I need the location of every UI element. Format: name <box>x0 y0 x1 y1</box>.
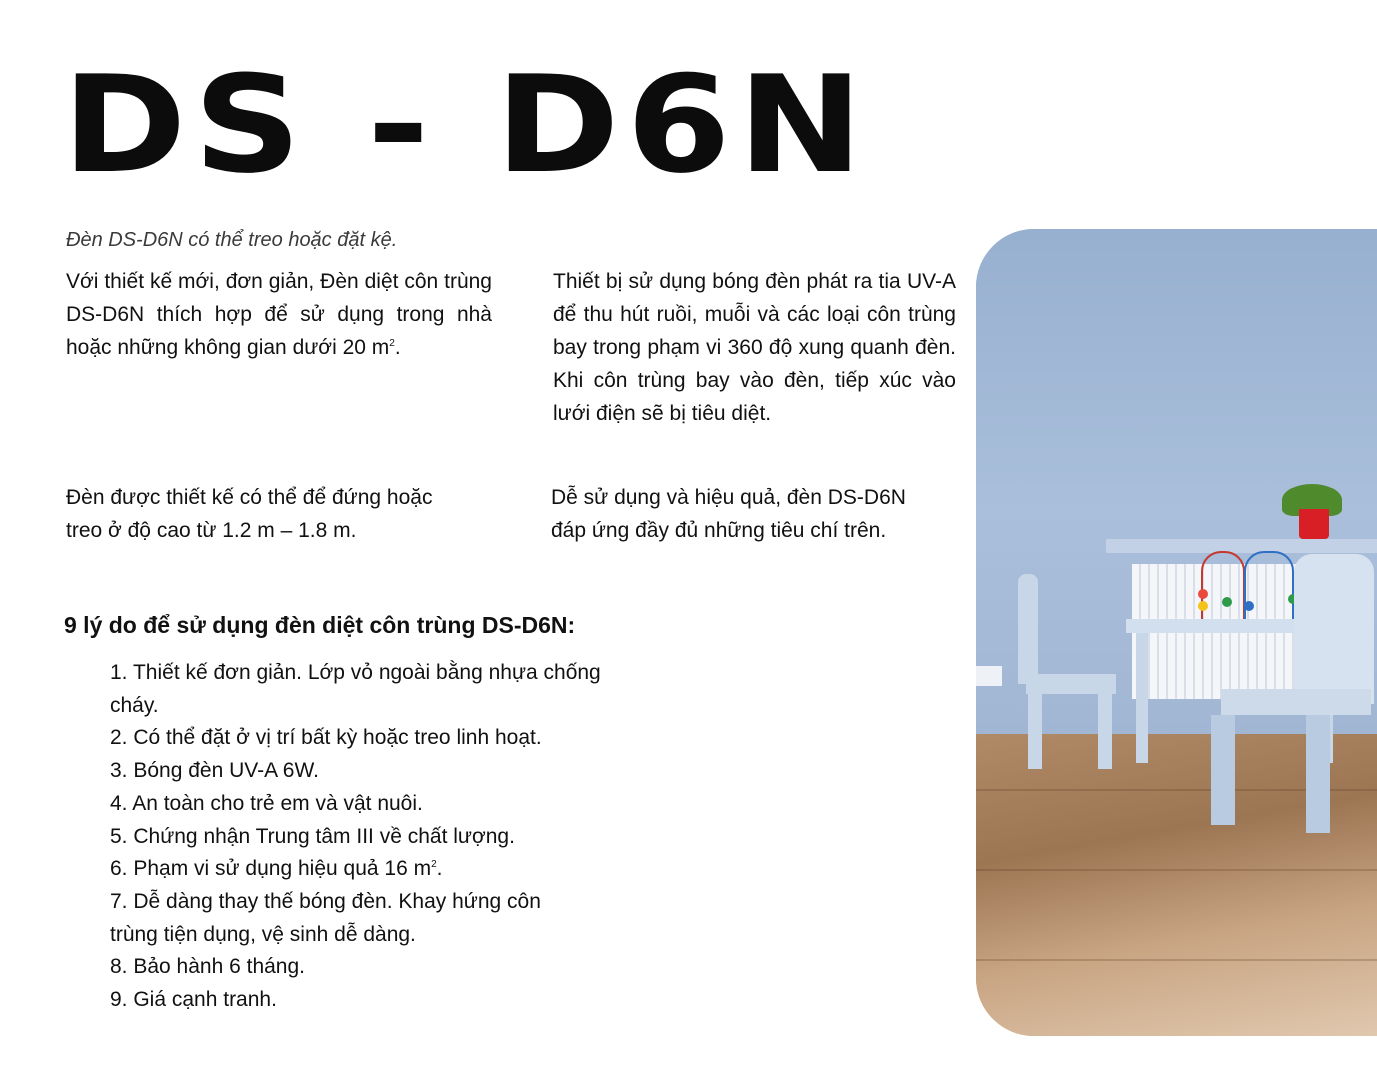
paragraph-uva: Thiết bị sử dụng bóng đèn phát ra tia UV-A để thu hút ruồi, muỗi và các loại côn trùng bay trong phạm vi 360 độ xung quanh đèn. Khi côn trùng bay vào đèn, tiếp xúc vào lưới điện sẽ bị tiêu diệt. <box>553 270 956 425</box>
list-item: 3. Bóng đèn UV-A 6W. <box>110 759 319 783</box>
paragraph-placement-line1: Đèn được thiết kế có thể để đứng hoặc <box>66 486 433 509</box>
chair-leg <box>1306 715 1330 833</box>
chair-leg <box>1028 694 1042 769</box>
reasons-list <box>110 657 630 1017</box>
chair-leg <box>1211 715 1235 825</box>
wall-socket <box>976 666 1002 686</box>
list-item: 5. Chứng nhận Trung tâm III về chất lượng. <box>110 824 515 848</box>
list-item: 2. Có thể đặt ở vị trí bất kỳ hoặc treo linh hoạt. <box>110 726 542 750</box>
table-leg <box>1136 633 1148 763</box>
paragraph-design-end: . <box>394 336 401 359</box>
chair-seat <box>1026 674 1116 694</box>
wall-shelf <box>1106 539 1377 553</box>
flower-pot <box>1299 509 1329 539</box>
paragraph-design <box>66 265 492 364</box>
chair-back <box>1294 554 1374 704</box>
paragraph-easy-use <box>551 481 961 547</box>
chair-seat <box>1221 689 1371 715</box>
toy-bead <box>1198 601 1208 611</box>
toy-wire <box>1201 551 1245 621</box>
list-item-text: 6. Phạm vi sử dụng hiệu quả 16 m <box>110 857 432 881</box>
list-item: 9. Giá cạnh tranh. <box>110 988 277 1012</box>
chair-leg <box>1098 694 1112 769</box>
toy-wire <box>1244 551 1294 621</box>
list-item-line2: trùng tiện dụng, vệ sinh dễ dàng. <box>110 922 416 946</box>
superscript: 2 <box>389 338 395 349</box>
toy-bead <box>1222 597 1232 607</box>
subtitle: Đèn DS-D6N có thể treo hoặc đặt kệ. <box>66 229 398 251</box>
page-title: DS - D6N <box>62 47 870 203</box>
floor-plank <box>976 869 1377 871</box>
toy-bead <box>1198 589 1208 599</box>
superscript: 2 <box>431 859 437 871</box>
list-item: 1. Thiết kế đơn giản. Lớp vỏ ngoài bằng nhựa chống cháy. <box>110 661 601 717</box>
list-item: 4. An toàn cho trẻ em và vật nuôi. <box>110 791 423 815</box>
list-item <box>110 886 630 951</box>
paragraph-easy-use-line2: đáp ứng đầy đủ những tiêu chí trên. <box>551 519 887 542</box>
floor-plank <box>976 959 1377 961</box>
paragraph-easy-use-line1: Dễ sử dụng và hiệu quả, đèn DS-D6N <box>551 486 906 509</box>
list-item <box>110 853 630 886</box>
paragraph-placement <box>66 481 506 547</box>
paragraph-placement-line2: treo ở độ cao từ 1.2 m – 1.8 m. <box>66 519 357 542</box>
paragraph-design-text: Với thiết kế mới, đơn giản, Đèn diệt côn trùng DS-D6N thích hợp để sử dụng trong nhà hoặc những không gian dưới 20 m <box>66 270 492 359</box>
list-item-end: . <box>436 857 443 881</box>
chair-back <box>1018 574 1038 684</box>
list-item: 8. Bảo hành 6 tháng. <box>110 955 305 979</box>
reasons-heading: 9 lý do để sử dụng đèn diệt côn trùng DS-D6N: <box>64 612 576 638</box>
list-item-line1: 7. Dễ dàng thay thế bóng đèn. Khay hứng côn <box>110 889 541 913</box>
room-photo <box>976 229 1377 1036</box>
toy-bead <box>1244 601 1254 611</box>
